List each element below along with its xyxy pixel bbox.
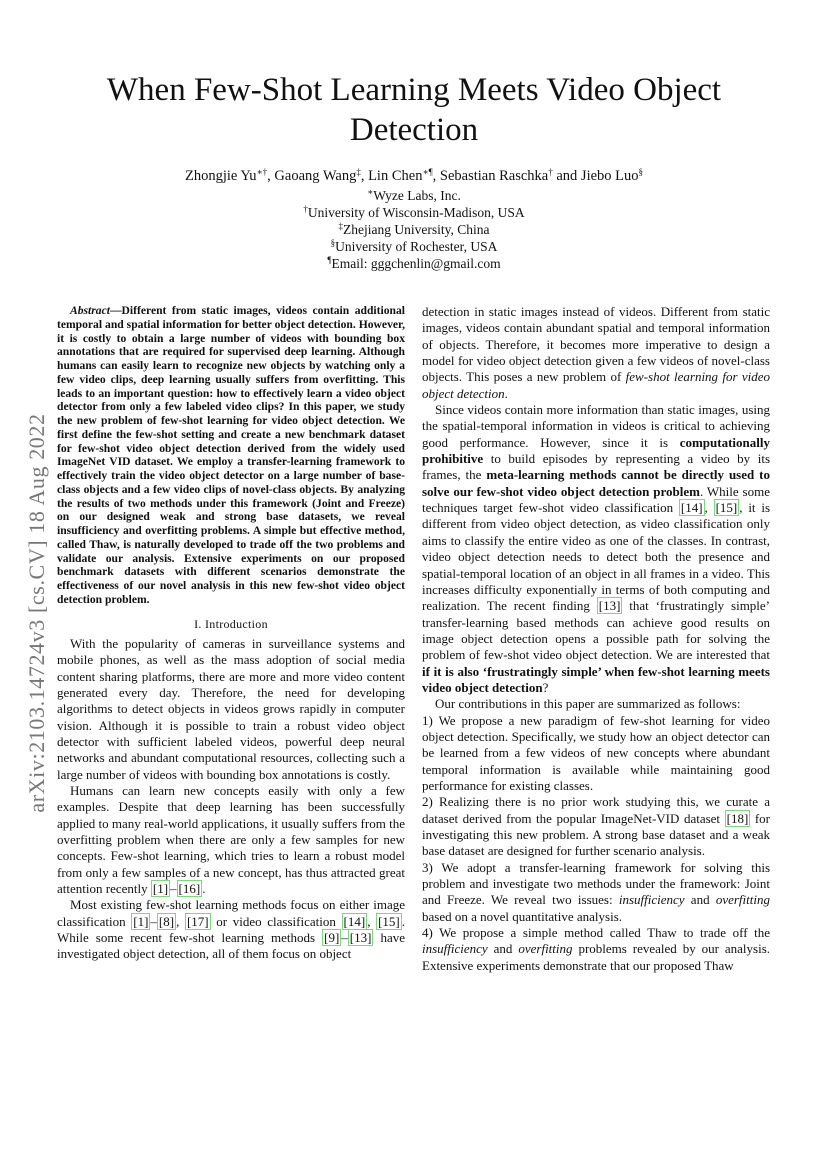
author-name: Lin Chen (368, 168, 423, 184)
affiliation-mark: † (303, 204, 308, 214)
paragraph-text: or video classification (216, 913, 336, 929)
contribution-item (422, 925, 770, 974)
affiliation (60, 187, 768, 204)
affiliation-mark: ¶ (327, 255, 332, 265)
arxiv-identifier (22, 360, 52, 865)
paragraph-text: Our contributions in this paper are summarized as follows: (435, 696, 741, 712)
paragraph-text: that ‘frustratingly simple’ transfer-learning based methods can achieve good results on image object detection opens a possible path for solving the problem of few-shot video object detection. We are interested that (422, 598, 771, 663)
paragraph-text: 1) We propose a new paradigm of few-shot learning for video object detection. Specifically, we study how an object detector can be learned from a few videos of new concepts where abundant temporal information is available while maintaining good performance for existing classes. (422, 712, 770, 793)
affiliation-text: Email: gggchenlin@gmail.com (331, 256, 501, 271)
affiliation-text: University of Rochester, USA (335, 239, 498, 254)
author-mark: ‡ (356, 167, 361, 177)
paragraph-text: to build episodes by representing a video by its frames, the (422, 451, 770, 483)
abstract: Abstract—Different from static images, videos contain additional temporal and spatial information for better object detection. However, it is costly to obtain a large number of videos with bounding box annotations that are required for supervised deep learning. Although humans can easily learn to recognize new objects by watching only a few video clips, deep learning usually suffers from overfitting. This leads to an important question: how to effectively learn a video object detector from only a few labeled video clips? In this paper, we study the new problem of few-shot learning for video object detection. We first define the few-shot setting and create a new benchmark dataset for few-shot video object detection derived from the widely used ImageNet VID dataset. We employ a transfer-learning framework to effectively train the video object detector on a large number of base-class objects and a few video clips of novel-class objects. By analyzing the results of two methods under this framework (Joint and Freeze) on our designed weak and strong base datasets, we reveal insufficiency and overfitting problems. A simple but effective method, called Thaw, is naturally developed to trade off the two problems and validate our analysis. Extensive experiments on our proposed benchmark datasets with different scenarios demonstrate the effectiveness of our novel analysis in this new few-shot video object detection problem. (57, 304, 405, 606)
emphasis-text: insufficiency (422, 941, 488, 957)
contribution-item (422, 794, 770, 859)
affiliation-mark: ∗ (367, 187, 374, 197)
author-mark: † (548, 167, 553, 177)
affiliation-mark: ‡ (338, 221, 343, 231)
emphasis-text: insufficiency (618, 892, 685, 908)
paragraph-text: it is different from video object detection, as video classification only aims to classify the entire video as one of the classes. In contrast, video object detection needs to detect both the presence and spatial-temporal location of an object in all frames in a video. This increases difficulty exponentially in terms of both computing and realization. The recent finding (422, 500, 770, 614)
bold-text: meta-learning methods cannot be directly used to solve our few-shot video object detection problem (422, 467, 771, 499)
citation-link[interactable]: [14] (680, 500, 703, 516)
author-mark: § (638, 167, 644, 177)
citation-link[interactable]: [17] (186, 913, 209, 929)
abstract-lead: Abstract (70, 304, 110, 317)
author-mark: ∗† (256, 167, 268, 177)
section-heading: I. Introduction (194, 616, 268, 631)
emphasis-text: overfitting (518, 941, 573, 957)
paragraph-text: 4) We propose a simple method called Thaw to trade off the (422, 925, 770, 941)
paragraph-text: 2) Realizing there is no prior work studying this, we curate a dataset derived from the popular ImageNet-VID dataset (422, 794, 770, 826)
paragraph-text: detection in static images instead of videos. Different from static images, videos contain abundant spatial and temporal information of objects. Therefore, it becomes more imperative to design a model for video object detection given a few videos of novel-class objects. This poses a new problem of (422, 304, 770, 385)
paragraph-text: 3) We adopt a transfer-learning framework for solving this problem and investigate two methods under the framework: Joint and Freeze. We reveal two issues: (422, 859, 770, 908)
paragraph: detection in static images instead of videos. Different from static images, videos contain abundant spatial and temporal information of objects. Therefore, it becomes more imperative to design a model for video object detection given a few videos of novel-class objects. This poses a new problem of few-shot learning for video object detection. (422, 304, 771, 401)
author-name: Gaoang Wang (274, 168, 357, 184)
author-mark: ∗¶ (422, 167, 433, 177)
paragraph-text: have investigated object detection, all of them focus on object (57, 930, 406, 962)
affiliation (60, 255, 768, 272)
paragraph-text: Most existing few-shot learning methods focus on either image classification (57, 897, 405, 929)
emphasis-text: overfitting (715, 892, 770, 908)
bold-text: if it is also ‘frustratingly simple’ when few-shot learning meets video object detection (422, 663, 770, 695)
paragraph-text: Humans can learn new concepts easily with only a few examples. Despite that deep learning has been successfully applied to many real-world applications, it usually suffers from the overfitting problem when there are only a few samples for new concepts. Few-shot learning, which tries to learn a robust model from only a few samples of a new concept, has thus attracted great attention recently (57, 782, 405, 896)
author-list: Zhongjie Yu∗†, Gaoang Wang‡, Lin Chen∗¶, Sebastian Raschka† and Jiebo Luo§ (184, 167, 644, 184)
paragraph-text: problems revealed by our analysis. Extensive experiments demonstrate that our proposed Thaw (422, 941, 771, 973)
citation-link[interactable]: [9] (324, 930, 340, 946)
citation-link[interactable]: [1] (152, 881, 169, 896)
author-name: Zhongjie Yu (184, 168, 257, 184)
author-name: Jiebo Luo (580, 168, 639, 184)
abstract-text: Different from static images, videos contain additional temporal and spatial information for better object detection. However, it is costly to obtain a large number of videos with bounding box annotations that are required for supervised deep learning. Although humans can easily learn to recognize new objects by watching only a few video clips, deep learning usually suffers from overfitting. This leads to an important question: how to effectively learn a video object detector from only a few labeled video clips? In this paper, we study the new problem of few-shot learning for video object detection. We first define the few-shot setting and create a new benchmark dataset for few-shot video object detection derived from the widely used ImageNet VID dataset. We employ a transfer-learning framework to effectively train the video object detector on a large number of base-class objects and a few video clips of novel-class objects. By analyzing the results of two methods under this framework (Joint and Freeze) on our designed weak and strong base datasets, we reveal insufficiency and overfitting problems. A simple but effective method, called Thaw, is naturally developed to trade off the two problems and validate our analysis. Extensive experiments on our proposed benchmark datasets with different scenarios demonstrate the effectiveness of our novel analysis in this new few-shot video object detection problem. (57, 304, 405, 606)
paragraph (422, 696, 770, 712)
paragraph-text: While some recent few-shot learning methods (57, 930, 316, 946)
paper-title: When Few-Shot Learning Meets Video Object Detection (106, 72, 722, 148)
paragraph-text: While some techniques target few-shot video classification (422, 483, 770, 516)
citation-link[interactable]: [8] (158, 913, 175, 929)
citation-link[interactable]: [1] (133, 913, 149, 929)
paragraph-text: Since videos contain more information than static images, using the spatial-temporal information in videos is critical to achieving good performance. However, since it is (422, 402, 770, 450)
paragraph: Most existing few-shot learning methods focus on either image classification [1] – [8] , [17] or video classification [14] , [15] . While some recent few-shot learning methods [9] – [13] have investigated object detection, all of them focus on object (57, 897, 406, 962)
author-name: Sebastian Raschka (439, 168, 549, 184)
paragraph-text: and (690, 892, 710, 908)
affiliation (60, 221, 768, 238)
citation-link[interactable]: [15] (715, 500, 738, 516)
left-column (57, 304, 405, 963)
affiliation (60, 238, 768, 255)
affiliation-text: University of Wisconsin-Madison, USA (307, 205, 525, 220)
citation-link[interactable]: [18] (726, 810, 749, 826)
affiliation-text: Wyze Labs, Inc. (373, 188, 461, 203)
paragraph: Humans can learn new concepts easily with only a few examples. Despite that deep learning has been successfully applied to many real-world applications, it usually suffers from the overfitting problem when there are only a few samples for new concepts. Few-shot learning, which tries to learn a robust model from only a few samples of a new concept, has thus attracted great attention recently [1] – [16] . (57, 782, 405, 896)
affiliation-text: Zhejiang University, China (343, 222, 490, 237)
citation-link[interactable]: [16] (178, 881, 201, 896)
affiliation-mark: § (330, 238, 336, 248)
arxiv-id-text: arXiv:2103.14724v3 [cs.CV] 18 Aug 2022 (24, 412, 49, 813)
paragraph-text: and (493, 941, 513, 957)
paragraph-text: for investigating this new problem. A strong base dataset and a weak base dataset are designed for further scenario analysis. (422, 810, 771, 859)
citation-link[interactable]: [13] (349, 930, 372, 946)
citation-link[interactable]: [13] (598, 598, 621, 614)
affiliation (60, 204, 768, 221)
right-column (422, 304, 770, 974)
paragraph: Since videos contain more information than static images, using the spatial-temporal information in videos is critical to achieving good performance. However, since it is computationally prohibitive to build episodes by representing a video by its frames, the meta-learning methods cannot be directly used to solve our few-shot video object detection problem. While some techniques target few-shot video classification [14] , [15] , it is different from video object detection, as video classification only aims to classify the entire video as one of the classes. In contrast, video object detection needs to detect both the presence and spatial-temporal location of an object in all frames in a video. This increases difficulty exponentially in terms of both computing and realization. The recent finding [13] that ‘frustratingly simple’ transfer-learning based methods can achieve good results on image object detection opens a possible path for solving the problem of few-shot video object detection. We are interested that if it is also ‘frustratingly simple’ when few-shot learning meets video object detection? (422, 402, 771, 695)
affiliation-list (60, 187, 768, 272)
contribution-item (422, 713, 770, 795)
bold-text: computationally prohibitive (422, 434, 770, 467)
emphasis-text: few-shot learning for video object detection (422, 369, 771, 401)
paragraph-text: based on a novel quantitative analysis. (422, 908, 623, 924)
contribution-item (422, 860, 770, 925)
citation-link[interactable]: [15] (378, 913, 400, 929)
citation-link[interactable]: [14] (343, 913, 366, 929)
paragraph-text: With the popularity of cameras in surveillance systems and mobile phones, as well as the mass adoption of social media content sharing platforms, there are more and more video content generated every day. Therefore, the need for developing algorithms to detect objects in videos grows rapidly in computer vision. Although it is possible to train a robust video object detector with sufficient labeled videos, powerful deep neural networks and abundant computational resources, collecting such a large number of videos with bounding box annotations is costly. (57, 635, 405, 782)
paragraph (57, 636, 405, 783)
